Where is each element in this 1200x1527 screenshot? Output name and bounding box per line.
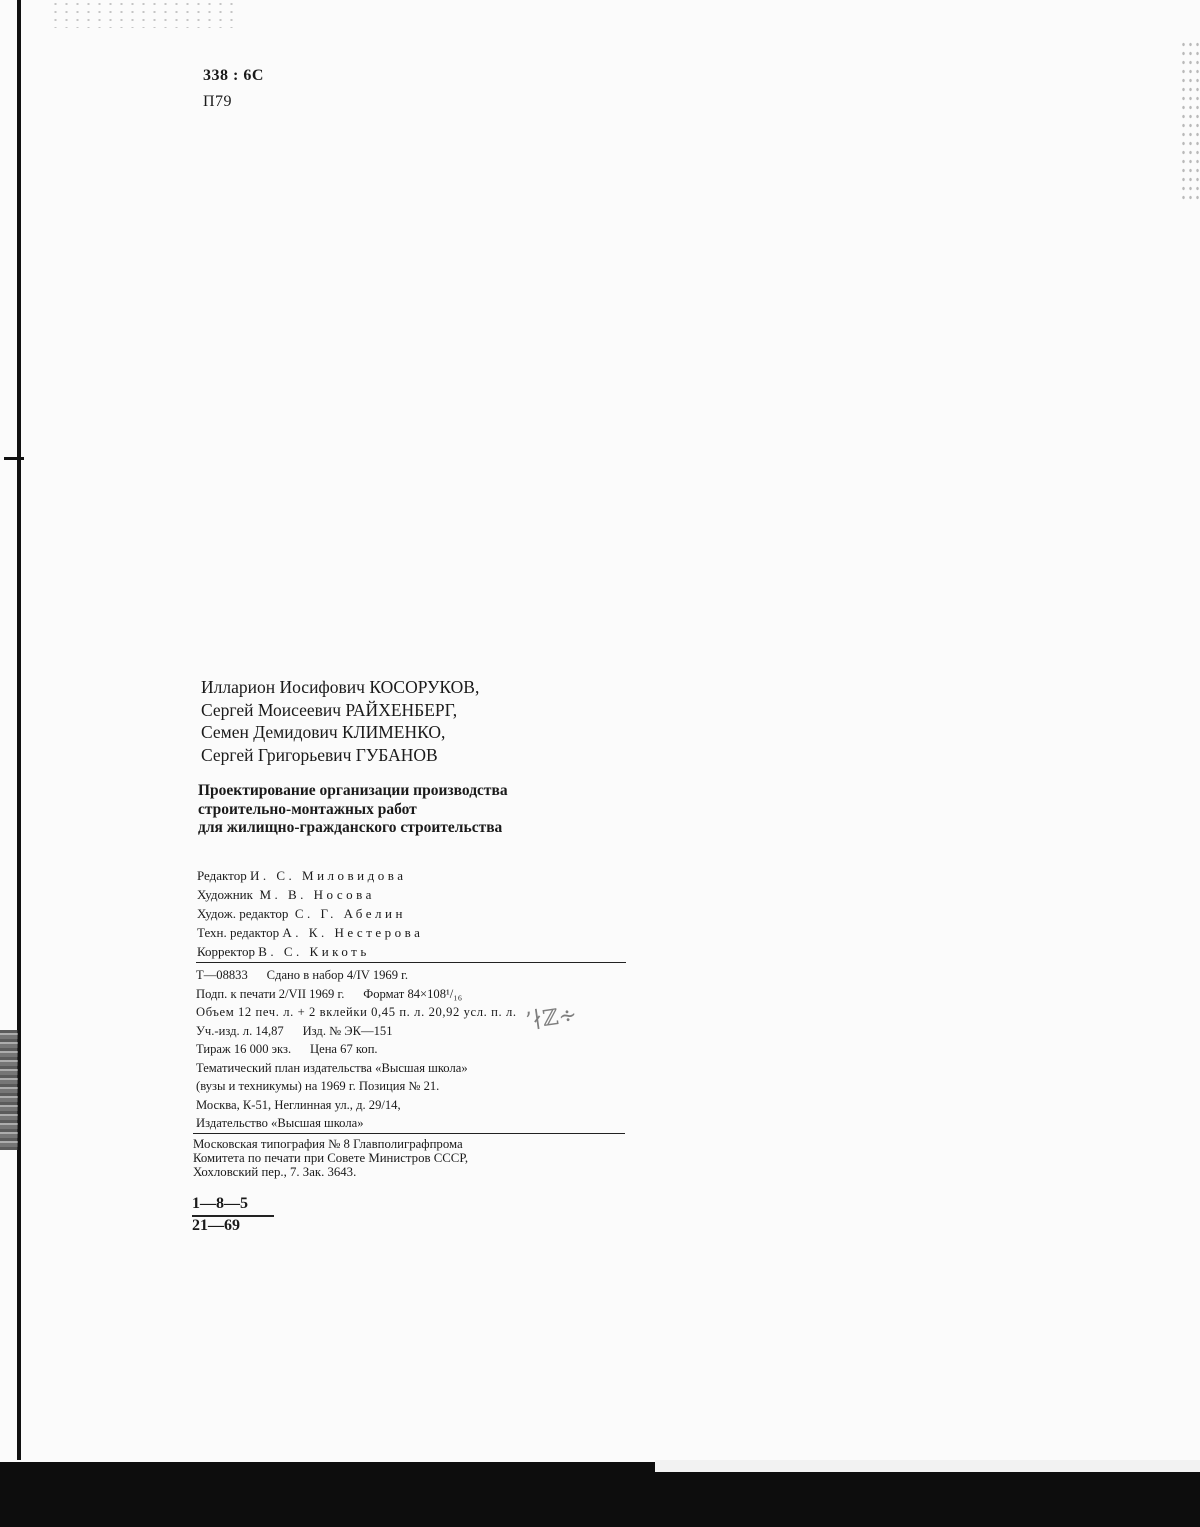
scan-left-edge	[0, 0, 22, 1460]
order-code-numerator: 1—8—5	[192, 1195, 248, 1212]
staff-row	[197, 904, 423, 923]
staff-role: Редактор	[197, 868, 247, 883]
author-line: Сергей Моисеевич РАЙХЕНБЕРГ,	[201, 699, 458, 720]
imprint-line: Тематический план издательства «Высшая школа»	[196, 1060, 468, 1075]
staff-row	[197, 866, 423, 885]
printing-line: Комитета по печати при Совете Министров СССР,	[193, 1151, 469, 1165]
imprint-line: Т—08833 Сдано в набор 4/IV 1969 г.	[196, 968, 409, 982]
imprint-line: (вузы и техникумы) на 1969 г. Позиция № 21.	[196, 1079, 440, 1093]
staff-name: С. Г. Абелин	[294, 906, 406, 921]
fraction-line	[192, 1215, 274, 1217]
scan-bottom-strip	[655, 1460, 1200, 1472]
scan-left-noise	[0, 1030, 18, 1150]
staff-name: И. С. Миловидова	[249, 868, 407, 883]
staff-name: М. В. Носова	[259, 887, 375, 902]
divider-rule	[193, 1133, 625, 1134]
staff-role: Корректор	[197, 944, 255, 959]
book-title	[198, 782, 508, 838]
imprint-line: Издательство «Высшая школа»	[196, 1116, 364, 1130]
staff-role: Техн. редактор	[197, 925, 280, 940]
staff-row	[197, 942, 423, 961]
scan-speckles-right	[1180, 40, 1200, 200]
title-line: Проектирование организации производства	[198, 782, 508, 799]
staff-row	[197, 923, 423, 942]
scan-speckles-top	[50, 0, 240, 28]
imprint-block	[196, 966, 517, 1133]
printing-line: Хохловский пер., 7. Зак. 3643.	[193, 1165, 357, 1179]
library-index: П79	[203, 93, 233, 110]
scan-left-tick	[4, 457, 24, 460]
classification-code	[203, 63, 264, 115]
imprint-line: Объем 12 печ. л. + 2 вклейки 0,45 п. л. 20,92 усл. п. л.	[196, 1005, 517, 1019]
order-code-denominator: 21—69	[192, 1217, 240, 1234]
staff-role: Художник	[197, 887, 253, 902]
udc-code: 338 : 6С	[203, 67, 264, 84]
authors-block	[201, 676, 479, 766]
ink-stamp-mark: ʼ∤ℤ∻	[523, 1002, 579, 1035]
staff-row	[197, 885, 423, 904]
staff-credits	[197, 866, 423, 961]
staff-name: В. С. Кикоть	[258, 944, 370, 959]
printing-line: Московская типография № 8 Главполиграфпрома	[193, 1137, 463, 1151]
title-line: строительно-монтажных работ	[198, 800, 417, 818]
imprint-line: Уч.-изд. л. 14,87 Изд. № ЭК—151	[196, 1023, 393, 1038]
author-line: Семен Демидович КЛИМЕНКО,	[201, 722, 446, 742]
author-line: Сергей Григорьевич ГУБАНОВ	[201, 744, 438, 765]
imprint-line: Подп. к печати 2/VII 1969 г. Формат 84×108¹/₁₆	[196, 986, 463, 1001]
printing-house-block	[193, 1137, 468, 1179]
title-line: для жилищно-гражданского строительства	[198, 819, 503, 836]
imprint-line: Тираж 16 000 экз. Цена 67 коп.	[196, 1042, 378, 1056]
divider-rule	[196, 962, 626, 963]
staff-name: А. К. Нестерова	[282, 925, 424, 940]
author-line: Илларион Иосифович КОСОРУКОВ,	[201, 677, 480, 697]
staff-role: Худож. редактор	[197, 906, 289, 921]
imprint-line: Москва, К-51, Неглинная ул., д. 29/14,	[196, 1097, 401, 1112]
